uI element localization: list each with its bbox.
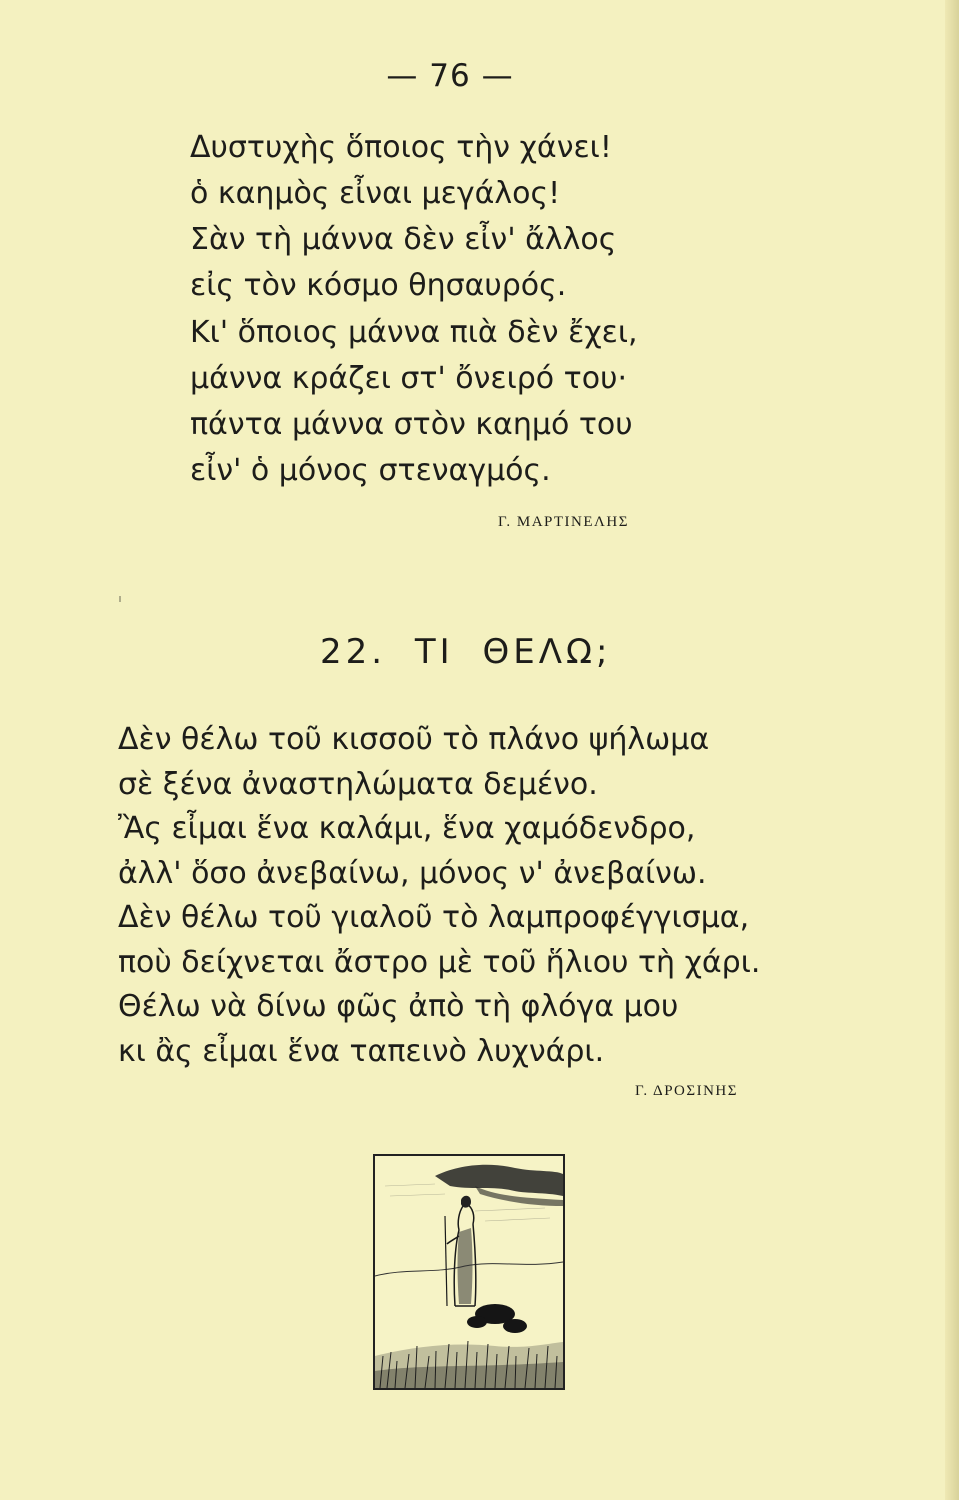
poem-line: ποὺ δείχνεται ἄστρο μὲ τοῦ ἥλιου τὴ χάρι. xyxy=(118,944,761,980)
author-signature-drosinis: Γ. ΔΡΟΣΙΝΗΣ xyxy=(635,1083,738,1099)
poem-line: Δυστυχὴς ὅποιος τὴν χάνει! xyxy=(190,130,612,165)
poem-line: σὲ ξένα ἀναστηλώματα δεμένο. xyxy=(118,766,598,802)
poem-line: Ἂς εἶμαι ἕνα καλάμι, ἕνα χαμόδενδρο, xyxy=(118,811,696,846)
poem-line: πάντα μάννα στὸν καημό του xyxy=(190,407,633,442)
poem-line: ἀλλ' ὅσο ἀνεβαίνω, μόνος ν' ἀνεβαίνω. xyxy=(118,855,707,891)
author-signature-martinelis: Γ. ΜΑΡΤΙΝΕΛΗΣ xyxy=(498,514,629,530)
page-number: — 76 — xyxy=(386,58,514,94)
stanza-3 xyxy=(118,718,778,1074)
shepherd-illustration xyxy=(373,1154,565,1390)
poem-title: 22. ΤΙ ΘΕΛΩ; xyxy=(320,632,612,672)
poem-line: Κι' ὅποιος μάννα πιὰ δὲν ἔχει, xyxy=(190,315,638,350)
page-edge xyxy=(945,0,959,1500)
poem-line: μάννα κράζει στ' ὄνειρό του· xyxy=(190,361,627,396)
stanza-2 xyxy=(190,310,750,494)
poem-line: ὁ καημὸς εἶναι μεγάλος! xyxy=(190,176,561,211)
paper-speck xyxy=(119,596,121,602)
poem-line: εἶν' ὁ μόνος στεναγμός. xyxy=(190,453,551,488)
poem-line: Σὰν τὴ μάννα δὲν εἶν' ἄλλος xyxy=(190,222,617,257)
poem-line: Δὲν θέλω τοῦ γιαλοῦ τὸ λαμπροφέγγισμα, xyxy=(118,900,750,935)
poem-line: εἰς τὸν κόσμο θησαυρός. xyxy=(190,268,567,303)
poem-line: Θέλω νὰ δίνω φῶς ἀπὸ τὴ φλόγα μου xyxy=(118,989,679,1024)
poem-line: κι ἂς εἶμαι ἕνα ταπεινὸ λυχνάρι. xyxy=(118,1033,605,1069)
poem-line: Δὲν θέλω τοῦ κισσοῦ τὸ πλάνο ψήλωμα xyxy=(118,722,710,757)
stanza-1 xyxy=(190,125,750,309)
